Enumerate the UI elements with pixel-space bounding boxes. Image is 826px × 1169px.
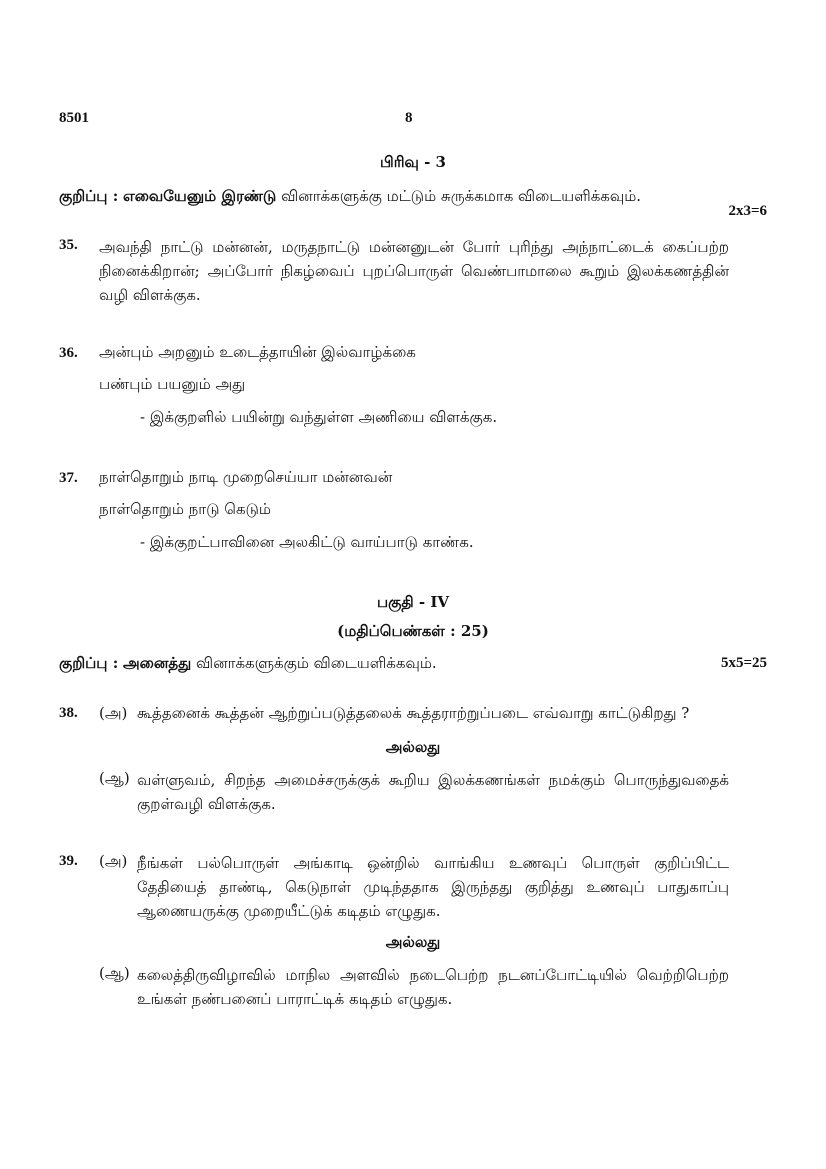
or-separator: அல்லது — [385, 933, 441, 951]
option-text-b: வள்ளுவம், சிறந்த அமைச்சருக்குக் கூறிய இலக்கணங்கள் நமக்கும் பொருந்துவதைக் குறள்வழி விளக்குக. — [137, 771, 729, 813]
question-number: 39. — [59, 853, 78, 869]
option-label-a: (அ) — [99, 704, 128, 722]
option-text-a: நீங்கள் பல்பொருள் அங்காடி ஒன்றில் வாங்கிய உணவுப் பொருள் குறிப்பிட்ட தேதியைத் தாண்டி, கெடுநாள் முடிந்ததாக இருந்தது குறித்து உணவுப் பாதுகாப்பு ஆணையருக்கு முறையீட்டுக் கடிதம் எழுதுக. — [137, 854, 729, 920]
note-emphasis: எவையேனும் இரண்டு — [123, 187, 277, 205]
page-number: 8 — [405, 110, 413, 126]
part-4-subtitle: (மதிப்பெண்கள் : 25) — [337, 622, 489, 640]
question-instruction: - இக்குறட்பாவினை அலகிட்டு வாய்பாடு காண்க. — [140, 533, 474, 551]
section-3-marks: 2x3=6 — [728, 203, 767, 219]
note-label: குறிப்பு : — [59, 654, 119, 672]
question-instruction: - இக்குறளில் பயின்று வந்துள்ள அணியை விளக்குக. — [140, 408, 498, 426]
part-4-marks: 5x5=25 — [720, 655, 767, 671]
note-emphasis: அனைத்து — [123, 654, 192, 672]
option-label-a: (அ) — [99, 852, 128, 870]
question-number: 37. — [59, 470, 78, 486]
option-label-b: (ஆ) — [99, 769, 130, 787]
kural-line-2: நாள்தொறும் நாடு கெடும் — [99, 500, 272, 518]
question-number: 35. — [59, 237, 78, 253]
question-text: அவந்தி நாட்டு மன்னன், மருதநாட்டு மன்னனுடன் போர் புரிந்து அந்நாட்டைக் கைப்பற்ற நினைக்கிறான்; அப்போர் நிகழ்வைப் புறப்பொருள் வெண்பாமாலை கூறும் இலக்கணத்தின் வழி விளக்குக. — [99, 238, 729, 304]
option-label-b: (ஆ) — [99, 964, 130, 982]
kural-line-2: பண்பும் பயனும் அது — [99, 375, 246, 393]
or-separator: அல்லது — [385, 738, 441, 756]
note-text: வினாக்களுக்கும் விடையளிக்கவும். — [196, 654, 437, 672]
kural-line-1: அன்பும் அறனும் உடைத்தாயின் இல்வாழ்க்கை — [99, 343, 416, 361]
kural-line-1: நாள்தொறும் நாடி முறைசெய்யா மன்னவன் — [99, 468, 393, 486]
part-4-title: பகுதி - IV — [376, 593, 450, 611]
section-3-note — [59, 186, 759, 207]
option-text-b: கலைத்திருவிழாவில் மாநில அளவில் நடைபெற்ற நடனப்போட்டியில் வெற்றிபெற்ற உங்கள் நண்பனைப் பாராட்டிக் கடிதம் எழுதுக. — [137, 966, 729, 1008]
question-number: 38. — [59, 705, 78, 721]
paper-code: 8501 — [59, 110, 89, 126]
note-label: குறிப்பு : — [59, 187, 119, 205]
option-text-a: கூத்தனைக் கூத்தன் ஆற்றுப்படுத்தலைக் கூத்தராற்றுப்படை எவ்வாறு காட்டுகிறது ? — [137, 704, 690, 722]
question-number: 36. — [59, 345, 78, 361]
note-text: வினாக்களுக்கு மட்டும் சுருக்கமாக விடையளிக்கவும். — [281, 187, 642, 205]
section-3-title: பிரிவு - 3 — [380, 153, 446, 171]
part-4-note — [59, 653, 619, 674]
